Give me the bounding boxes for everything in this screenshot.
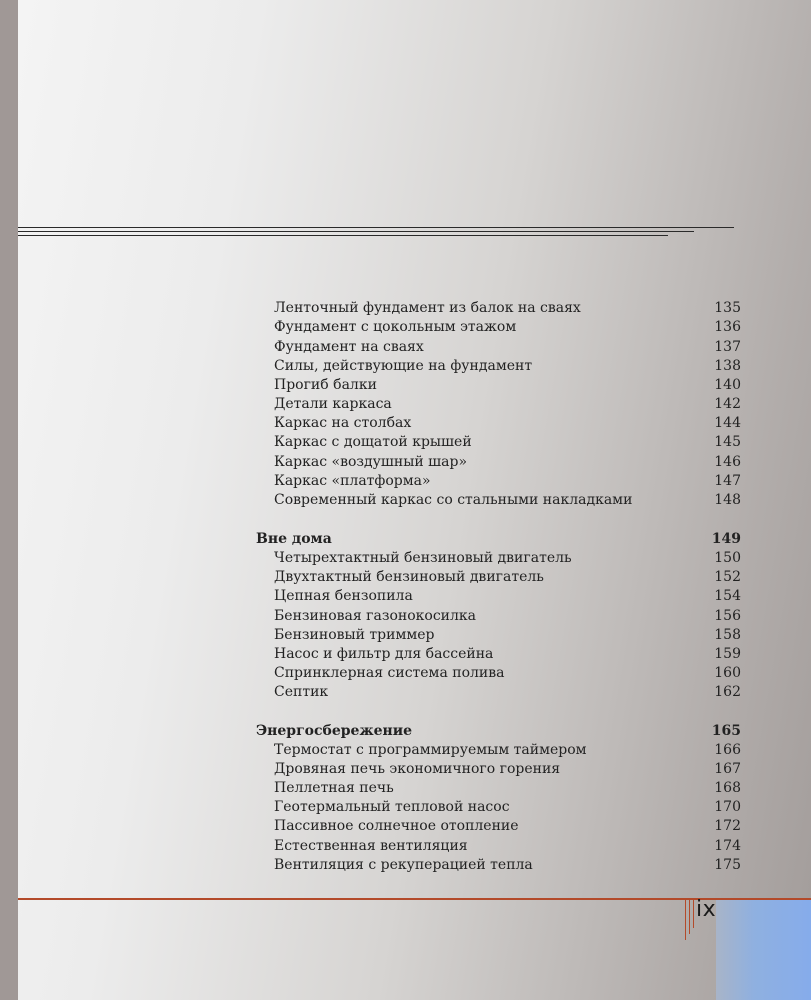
toc-entry-page: 144 <box>714 415 741 431</box>
toc-entry <box>18 759 811 779</box>
toc-entry <box>18 855 811 875</box>
toc-entry-title: Вентиляция с рекуперацией тепла <box>274 857 533 873</box>
toc-entry-title: Бензиновый триммер <box>274 627 435 643</box>
toc-entry-title: Фундамент на сваях <box>274 339 424 355</box>
toc-entry-page: 174 <box>714 838 741 854</box>
toc-entry-page: 152 <box>714 569 741 585</box>
toc-entry <box>18 625 811 645</box>
toc-entry <box>18 644 811 664</box>
toc-entry-page: 137 <box>714 339 741 355</box>
toc-entry-title: Термостат с программируемым таймером <box>274 742 587 758</box>
toc-entry-title: Септик <box>274 684 329 700</box>
toc-entry-title: Цепная бензопила <box>274 588 413 604</box>
toc-section-heading <box>18 529 811 549</box>
toc-entry-page: 142 <box>714 396 741 412</box>
toc-entry <box>18 413 811 433</box>
toc-entry-title: Каркас «воздушный шар» <box>274 454 468 470</box>
toc-entry-page: 140 <box>714 377 741 393</box>
toc-entry-page: 148 <box>714 492 741 508</box>
toc-entry <box>18 356 811 376</box>
toc-entry-title: Каркас «платформа» <box>274 473 431 489</box>
toc-entry-page: 158 <box>714 627 741 643</box>
section-page: 149 <box>711 531 741 547</box>
toc-entry-title: Дровяная печь экономичного горения <box>274 761 561 777</box>
toc-entry-page: 166 <box>714 742 741 758</box>
footer-tick-line <box>689 900 690 934</box>
toc-entry-page: 147 <box>714 473 741 489</box>
toc-entry <box>18 452 811 472</box>
toc-entry-title: Каркас с дощатой крышей <box>274 434 472 450</box>
toc-entry-title: Детали каркаса <box>274 396 392 412</box>
book-page <box>18 0 811 1000</box>
toc-entry-page: 135 <box>714 300 741 316</box>
section-title: Вне дома <box>256 531 332 547</box>
toc-entry-page: 156 <box>714 608 741 624</box>
toc-entry-page: 159 <box>714 646 741 662</box>
toc-entry <box>18 567 811 587</box>
toc-entry-title: Силы, действующие на фундамент <box>274 358 533 374</box>
header-rule-2 <box>18 231 694 232</box>
toc-entry-title: Геотермальный тепловой насос <box>274 799 510 815</box>
toc-entry <box>18 394 811 414</box>
toc-entry-page: 170 <box>714 799 741 815</box>
toc-entry <box>18 298 811 318</box>
toc-entry-page: 154 <box>714 588 741 604</box>
toc-entry <box>18 471 811 491</box>
toc-entry <box>18 490 811 510</box>
toc-entry <box>18 816 811 836</box>
toc-entry-page: 150 <box>714 550 741 566</box>
toc-entry-title: Прогиб балки <box>274 377 377 393</box>
toc-entry-page: 172 <box>714 818 741 834</box>
header-rule-1 <box>18 227 734 228</box>
toc-entry <box>18 663 811 683</box>
section-title: Энергосбережение <box>256 723 413 739</box>
toc-entry <box>18 375 811 395</box>
toc-entry-page: 160 <box>714 665 741 681</box>
toc-entry-title: Четырехтактный бензиновый двигатель <box>274 550 572 566</box>
toc-entry-title: Современный каркас со стальными накладками <box>274 492 633 508</box>
toc-entry-title: Пеллетная печь <box>274 780 394 796</box>
toc-entry-title: Ленточный фундамент из балок на сваях <box>274 300 581 316</box>
toc-entry-title: Фундамент с цокольным этажом <box>274 319 517 335</box>
toc-entry <box>18 432 811 452</box>
toc-entry <box>18 797 811 817</box>
toc-entry <box>18 548 811 568</box>
toc-entry-page: 145 <box>714 434 741 450</box>
footer-tick-line <box>693 900 694 928</box>
toc-entry-title: Пассивное солнечное отопление <box>274 818 519 834</box>
toc-entry-title: Каркас на столбах <box>274 415 412 431</box>
header-rule-3 <box>18 235 668 236</box>
toc-entry <box>18 337 811 357</box>
toc-entry-title: Спринклерная система полива <box>274 665 505 681</box>
toc-entry-page: 146 <box>714 454 741 470</box>
toc-entry-page: 136 <box>714 319 741 335</box>
footer-tick-line <box>685 900 686 940</box>
toc-entry <box>18 317 811 337</box>
section-page: 165 <box>711 723 741 739</box>
toc-entry <box>18 778 811 798</box>
toc-entry-title: Естественная вентиляция <box>274 838 468 854</box>
toc-section-heading <box>18 721 811 741</box>
toc-entry-title: Бензиновая газонокосилка <box>274 608 476 624</box>
toc-entry-page: 167 <box>714 761 741 777</box>
toc-entry <box>18 836 811 856</box>
toc-entry <box>18 586 811 606</box>
toc-entry-page: 168 <box>714 780 741 796</box>
toc-entry-title: Двухтактный бензиновый двигатель <box>274 569 544 585</box>
toc-entry <box>18 740 811 760</box>
page-number: ix <box>696 897 717 922</box>
toc-entry-page: 138 <box>714 358 741 374</box>
toc-entry-page: 162 <box>714 684 741 700</box>
toc-entry-page: 175 <box>714 857 741 873</box>
corner-decoration <box>716 900 811 1000</box>
toc-entry <box>18 606 811 626</box>
toc-entry-title: Насос и фильтр для бассейна <box>274 646 494 662</box>
toc-entry <box>18 682 811 702</box>
